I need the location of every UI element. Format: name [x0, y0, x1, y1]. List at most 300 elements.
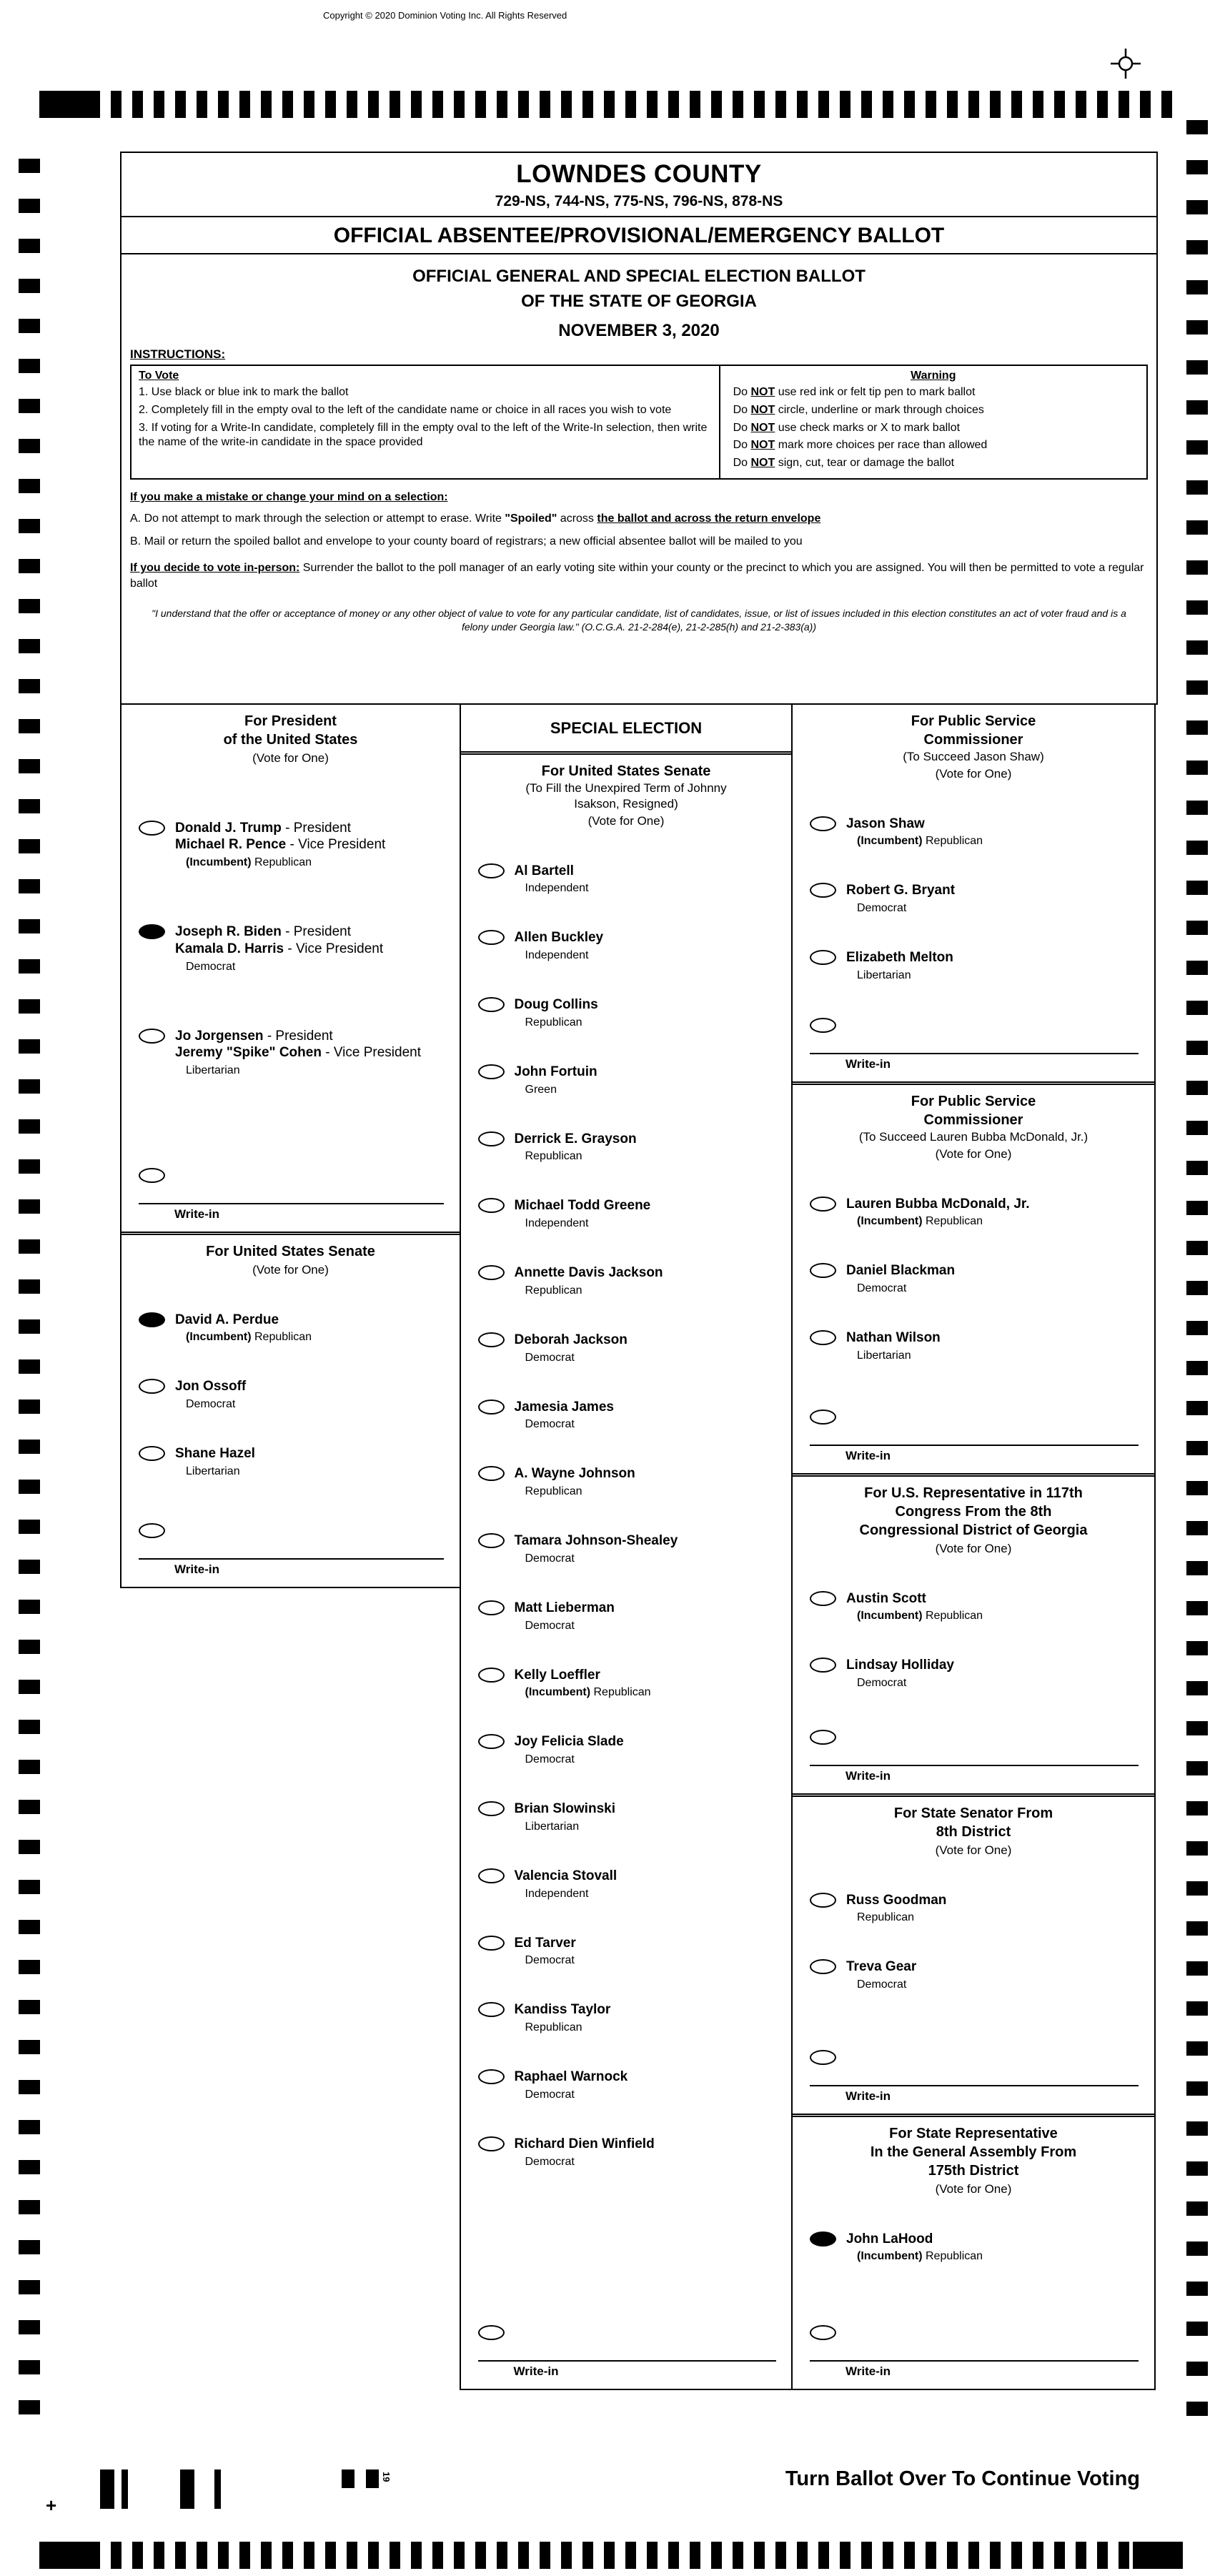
contest-special — [461, 705, 792, 755]
candidate-info — [175, 1312, 312, 1344]
candidate-name: Derrick E. Grayson — [514, 1131, 637, 1146]
timing-block-right — [1133, 2542, 1183, 2569]
write-in-area — [798, 1017, 1149, 1073]
candidate-info — [515, 1935, 576, 1968]
mistake-title: If you make a mistake or change your mind on a selection: — [130, 490, 448, 503]
candidate-name: Kamala D. Harris - Vice President — [175, 941, 384, 956]
candidate-info — [846, 1892, 946, 1925]
candidate-party: Democrat — [525, 1753, 575, 1766]
vote-for-instruction: (Vote for One) — [587, 813, 665, 828]
ballot-oval[interactable] — [810, 1330, 836, 1345]
write-in-line[interactable] — [810, 1445, 1139, 1446]
candidate-info — [175, 923, 383, 974]
candidate-row — [127, 1028, 454, 1078]
candidate-name: Shane Hazel — [175, 1446, 255, 1461]
candidate-name: Allen Buckley — [514, 930, 604, 946]
candidate-party: Democrat — [525, 2155, 575, 2168]
contest-president — [121, 705, 460, 1235]
timing-marks-top — [39, 91, 1183, 118]
write-in-line[interactable] — [810, 2085, 1139, 2086]
candidate-info — [846, 1329, 941, 1362]
ballot-oval[interactable] — [478, 1466, 505, 1481]
candidate-name: Treva Gear — [846, 1959, 917, 1975]
in-person-instructions — [130, 560, 1148, 591]
write-in-line[interactable] — [478, 2360, 776, 2362]
candidate-row — [467, 1465, 786, 1498]
timing-marks-left-edge — [19, 159, 40, 2430]
precinct-list: 729-NS, 744-NS, 775-NS, 796-NS, 878-NS — [495, 193, 783, 209]
warning-item: Do NOT use red ink or felt tip pen to mark ballot — [733, 386, 976, 398]
timing-marks-bottom — [39, 2542, 1183, 2569]
candidate-info — [515, 2069, 628, 2101]
candidate-row — [467, 1064, 786, 1096]
candidate-info — [515, 2136, 655, 2169]
candidate-name: John LaHood — [846, 2231, 933, 2246]
election-title-block — [121, 254, 1156, 346]
candidate-row — [798, 1892, 1149, 1925]
candidate-info — [846, 1262, 955, 1295]
ballot-oval[interactable] — [478, 930, 505, 945]
ballot-oval[interactable] — [810, 1591, 836, 1606]
ballot-oval[interactable] — [478, 2069, 505, 2084]
candidate-name: Jo Jorgensen - President — [175, 1028, 333, 1044]
candidate-party: (Incumbent) Republican — [857, 2250, 983, 2263]
ballot-oval-filled[interactable] — [139, 924, 165, 939]
candidate-row — [798, 1590, 1149, 1623]
write-in-oval[interactable] — [810, 2050, 836, 2065]
voter-fraud-notice: "I understand that the offer or acceptance of money or any other object of value to vote for any particular candidate, list of candidates, issue, or list of issues included in this election constitutes an act of voter fraud and is a felony under Georgia law." (O.C.G.A. 21-2-284(e), 21-2-285(h) and 21-2-383(a)) — [152, 608, 1126, 633]
candidate-row — [467, 1197, 786, 1230]
warning-cell — [720, 366, 1146, 478]
candidate-row — [798, 1958, 1149, 1991]
contest-title: For U.S. Representative in 117th Congress From the 8th Congressional District of Georgia — [859, 1485, 1088, 1538]
write-in-label: Write-in — [845, 1056, 891, 1071]
vote-for-instruction: (Vote for One) — [252, 750, 329, 765]
candidate-party: Democrat — [857, 1677, 907, 1689]
ballot — [120, 152, 1158, 2390]
ballot-code-mark — [214, 2470, 221, 2509]
candidate-row — [467, 2136, 786, 2169]
candidate-info — [175, 1445, 255, 1478]
candidate-party: Republican — [525, 1016, 582, 1029]
candidate-info — [515, 1264, 663, 1297]
candidate-info — [515, 1800, 615, 1833]
ballot-oval[interactable] — [478, 1332, 505, 1347]
candidate-info — [515, 1064, 597, 1096]
candidate-row — [467, 1532, 786, 1565]
instructions-label: INSTRUCTIONS: — [130, 347, 226, 361]
copyright-line: Copyright © 2020 Dominion Voting Inc. All Rights Reserved — [323, 10, 567, 21]
to-vote-item: 1. Use black or blue ink to mark the ballot — [139, 386, 349, 398]
contest-usrep8 — [793, 1477, 1154, 1797]
write-in-label: Write-in — [845, 2364, 891, 2378]
ballot-oval[interactable] — [810, 883, 836, 898]
candidate-row — [798, 1329, 1149, 1362]
candidate-row — [127, 923, 454, 974]
election-title-line1: OFFICIAL GENERAL AND SPECIAL ELECTION BALLOT — [412, 267, 866, 286]
candidate-name: Robert G. Bryant — [846, 883, 956, 898]
candidate-info — [846, 2231, 983, 2264]
candidate-name: Al Bartell — [514, 863, 574, 878]
write-in-label: Write-in — [174, 1207, 219, 1221]
ballot-oval[interactable] — [478, 997, 505, 1012]
candidate-party: Libertarian — [857, 969, 911, 981]
candidate-row — [467, 1800, 786, 1833]
ballot-oval[interactable] — [478, 1400, 505, 1415]
ballot-oval[interactable] — [810, 1197, 836, 1212]
candidate-party: Libertarian — [186, 1465, 240, 1477]
vote-for-instruction: (Vote for One) — [935, 1541, 1012, 1555]
candidate-name: Lindsay Holliday — [846, 1658, 954, 1673]
ballot-oval[interactable] — [478, 1198, 505, 1213]
vote-for-instruction: (Vote for One) — [935, 766, 1012, 781]
write-in-oval[interactable] — [810, 2325, 836, 2340]
ballot-oval[interactable] — [139, 1379, 165, 1394]
instructions-box — [130, 365, 1148, 480]
write-in-oval-row — [810, 1409, 1140, 1425]
candidate-party: Democrat — [857, 1978, 907, 1991]
ballot-oval[interactable] — [810, 816, 836, 831]
candidate-name: Austin Scott — [846, 1590, 926, 1606]
candidate-party: Republican — [525, 1284, 582, 1297]
candidate-info — [515, 1332, 628, 1364]
write-in-oval[interactable] — [139, 1168, 165, 1183]
candidate-info — [515, 1667, 651, 1700]
ballot-oval[interactable] — [478, 1668, 505, 1683]
candidate-row — [467, 1399, 786, 1432]
candidate-row — [467, 1868, 786, 1901]
candidate-row — [467, 1667, 786, 1700]
ballot-oval[interactable] — [478, 863, 505, 878]
candidate-info — [515, 996, 598, 1029]
candidate-name: Elizabeth Melton — [846, 950, 953, 966]
write-in-line[interactable] — [810, 2360, 1139, 2362]
ballot-code-mark — [342, 2470, 354, 2488]
candidate-party: Libertarian — [857, 1349, 911, 1362]
election-title-line2: OF THE STATE OF GEORGIA — [521, 291, 757, 311]
ballot-oval[interactable] — [478, 2136, 505, 2151]
candidate-name: Valencia Stovall — [514, 1868, 618, 1883]
candidate-party: (Incumbent) Republican — [525, 1686, 651, 1699]
candidate-party: (Incumbent) Republican — [186, 856, 312, 868]
candidate-info — [515, 1399, 614, 1432]
candidate-party: Independent — [525, 1217, 589, 1230]
candidate-info — [846, 1657, 954, 1690]
in-person-title: If you decide to vote in-person: — [130, 562, 300, 575]
timing-bars — [89, 2542, 1133, 2569]
candidate-party: Democrat — [525, 1619, 575, 1632]
vote-for-instruction: (Vote for One) — [935, 2181, 1012, 2196]
candidate-name: Lauren Bubba McDonald, Jr. — [846, 1196, 1030, 1212]
write-in-oval-row — [810, 1017, 1140, 1033]
vote-for-instruction: (Vote for One) — [252, 1262, 329, 1277]
candidate-row — [127, 1378, 454, 1411]
candidate-name: Jamesia James — [514, 1399, 614, 1415]
ballot-oval[interactable] — [139, 821, 165, 836]
candidate-name: Nathan Wilson — [846, 1330, 941, 1346]
write-in-label: Write-in — [845, 1768, 891, 1783]
contest-psc2 — [793, 1085, 1154, 1477]
ballot-type-title: OFFICIAL ABSENTEE/PROVISIONAL/EMERGENCY BALLOT — [121, 217, 1156, 254]
write-in-line[interactable] — [139, 1558, 444, 1560]
warning-item: Do NOT sign, cut, tear or damage the ballot — [733, 457, 955, 470]
candidate-party: Republican — [525, 1150, 582, 1163]
contest-subtitle: (To Succeed Jason Shaw) — [903, 749, 1044, 763]
vote-for-instruction: (Vote for One) — [935, 1146, 1012, 1161]
candidate-party: Independent — [525, 1887, 589, 1900]
candidate-row — [467, 1264, 786, 1297]
candidate-party: Libertarian — [525, 1820, 580, 1833]
candidate-info — [515, 1600, 615, 1633]
ballot-oval-filled[interactable] — [810, 2231, 836, 2246]
candidate-info — [846, 882, 955, 915]
ballot-oval[interactable] — [139, 1446, 165, 1461]
write-in-oval[interactable] — [810, 1730, 836, 1745]
to-vote-item: 2. Completely fill in the empty oval to the left of the candidate name or choice in all races you wish to vote — [139, 403, 672, 416]
candidate-info — [515, 1131, 637, 1164]
to-vote-item: 3. If voting for a Write-In candidate, completely fill in the empty oval to the left of the Write-In selection, then write the name of the write-in candidate in the space provided — [139, 421, 708, 449]
write-in-oval[interactable] — [478, 2325, 505, 2340]
contest-title: For President of the United States — [223, 713, 358, 748]
candidate-name: Daniel Blackman — [846, 1263, 956, 1279]
mistake-instructions — [130, 491, 1148, 549]
ballot-oval[interactable] — [810, 950, 836, 965]
ballot-column-2 — [460, 703, 793, 2390]
candidate-info — [515, 1733, 624, 1766]
ballot-oval[interactable] — [810, 1959, 836, 1974]
write-in-label: Write-in — [845, 1448, 891, 1462]
candidate-party: (Incumbent) Republican — [857, 1610, 983, 1623]
county-header — [121, 153, 1156, 217]
write-in-line[interactable] — [139, 1203, 444, 1204]
candidate-party: (Incumbent) Republican — [857, 835, 983, 848]
candidate-name: Michael R. Pence - Vice President — [175, 837, 386, 853]
ballot-oval[interactable] — [478, 1801, 505, 1816]
write-in-line[interactable] — [810, 1053, 1139, 1054]
timing-block-left — [39, 2542, 89, 2569]
timing-block-left — [39, 91, 89, 118]
candidate-name: Jason Shaw — [846, 816, 925, 831]
contest-title: For State Senator From 8th District — [893, 1805, 1053, 1840]
candidate-name: Joy Felicia Slade — [514, 1734, 624, 1750]
to-vote-cell — [132, 366, 720, 478]
write-in-oval[interactable] — [139, 1523, 165, 1538]
candidate-info — [846, 1958, 916, 1991]
ballot-column-1 — [120, 703, 461, 1588]
candidate-row — [798, 1262, 1149, 1295]
write-in-line[interactable] — [810, 1765, 1139, 1766]
candidate-info — [515, 863, 589, 896]
candidate-name: Matt Lieberman — [514, 1600, 615, 1615]
write-in-oval-row — [139, 1167, 445, 1183]
ballot-oval[interactable] — [810, 1893, 836, 1908]
contest-ussenate — [121, 1235, 460, 1587]
warning-item: Do NOT mark more choices per race than allowed — [733, 439, 988, 452]
timing-marks-right-edge — [1186, 120, 1208, 2429]
candidate-row — [798, 882, 1149, 915]
candidate-name: Joseph R. Biden - President — [175, 924, 352, 939]
candidate-row — [467, 1600, 786, 1633]
candidate-party: Democrat — [525, 1954, 575, 1967]
candidate-name: John Fortuin — [514, 1064, 597, 1079]
candidate-row — [127, 820, 454, 870]
candidate-party: Democrat — [525, 1418, 575, 1431]
candidate-party: (Incumbent) Republican — [186, 1331, 312, 1344]
instructions-section — [121, 346, 1156, 703]
write-in-oval-row — [810, 2324, 1140, 2340]
contest-title: For Public Service Commissioner — [911, 713, 1036, 748]
candidate-party: Democrat — [525, 1552, 575, 1565]
candidate-party: (Incumbent) Republican — [857, 1215, 983, 1228]
write-in-oval-row — [810, 2049, 1140, 2065]
candidate-party: Democrat — [857, 1282, 907, 1295]
candidate-party: Republican — [857, 1911, 915, 1924]
ballot-oval[interactable] — [478, 1064, 505, 1079]
ballot-oval[interactable] — [478, 1600, 505, 1615]
candidate-row — [798, 1196, 1149, 1229]
candidate-name: Brian Slowinski — [514, 1801, 615, 1817]
candidate-info — [846, 816, 983, 848]
warning-item: Do NOT circle, underline or mark through choices — [733, 403, 984, 416]
write-in-area — [798, 2324, 1149, 2380]
write-in-label: Write-in — [174, 1562, 219, 1576]
candidate-name: Deborah Jackson — [514, 1332, 628, 1347]
write-in-oval-row — [139, 1522, 445, 1538]
candidate-info — [846, 1196, 1030, 1229]
write-in-area — [127, 1167, 454, 1223]
write-in-oval[interactable] — [810, 1410, 836, 1425]
mistake-item-b: B. Mail or return the spoiled ballot and envelope to your county board of registrars; a new official absentee ballot will be mailed to you — [130, 535, 803, 548]
candidate-party: Democrat — [525, 1351, 575, 1364]
candidate-row — [798, 2231, 1149, 2264]
county-name: LOWNDES COUNTY — [516, 160, 762, 188]
candidate-name: Kandiss Taylor — [514, 2002, 611, 2018]
write-in-area — [798, 1409, 1149, 1465]
candidate-name: Raphael Warnock — [514, 2069, 628, 2085]
candidate-party: Green — [525, 1083, 557, 1096]
write-in-area — [798, 1729, 1149, 1785]
candidate-row — [798, 1657, 1149, 1690]
in-person-text: Surrender the ballot to the poll manager of an early voting site within your county or the precinct to which you are assigned. You will then be permitted to vote a regular ballot — [130, 562, 1144, 590]
candidate-row — [467, 929, 786, 962]
candidate-info — [175, 1378, 246, 1411]
candidate-name: Kelly Loeffler — [514, 1667, 600, 1683]
candidate-info — [846, 1590, 983, 1623]
ballot-code-mark — [121, 2470, 128, 2509]
candidate-row — [798, 816, 1149, 848]
candidate-name: Annette Davis Jackson — [514, 1265, 663, 1281]
candidate-party: Democrat — [857, 902, 907, 915]
to-vote-title: To Vote — [139, 370, 179, 382]
write-in-area — [127, 1522, 454, 1578]
ballot-oval[interactable] — [478, 2002, 505, 2017]
candidate-name: Ed Tarver — [514, 1935, 576, 1951]
candidate-row — [467, 1131, 786, 1164]
contest-title: For State Representative In the General Assembly From 175th District — [870, 2125, 1077, 2179]
ballot-oval-filled[interactable] — [139, 1312, 165, 1327]
election-date: NOVEMBER 3, 2020 — [558, 320, 720, 340]
candidate-party: Republican — [525, 1485, 582, 1498]
ballot-oval[interactable] — [478, 1265, 505, 1280]
contest-title: For United States Senate — [541, 763, 711, 779]
candidate-info — [515, 1868, 618, 1901]
write-in-label: Write-in — [845, 2089, 891, 2103]
ballot-code-mark — [100, 2470, 114, 2509]
vote-for-instruction: (Vote for One) — [935, 1843, 1012, 1857]
candidate-info — [515, 1465, 635, 1498]
write-in-label: Write-in — [513, 2364, 559, 2378]
ballot-code-mark — [180, 2470, 194, 2509]
ballot-oval[interactable] — [478, 1936, 505, 1951]
candidate-party: Democrat — [525, 2088, 575, 2101]
contest-subtitle: (To Fill the Unexpired Term of Johnny — [525, 781, 727, 795]
candidate-row — [467, 1733, 786, 1766]
ballot-oval[interactable] — [478, 1533, 505, 1548]
write-in-oval[interactable] — [810, 1018, 836, 1033]
contest-subtitle: Isakson, Resigned) — [574, 796, 678, 811]
contest-subtitle: (To Succeed Lauren Bubba McDonald, Jr.) — [858, 1129, 1088, 1144]
candidate-row — [798, 949, 1149, 982]
candidate-name: A. Wayne Johnson — [514, 1466, 635, 1482]
contest-psc1 — [793, 705, 1154, 1085]
sheet-number: 19 — [381, 2472, 392, 2482]
candidate-name: David A. Perdue — [175, 1312, 279, 1327]
candidate-party: Democrat — [186, 1398, 236, 1410]
ballot-oval[interactable] — [478, 1868, 505, 1883]
turn-ballot-over-text: Turn Ballot Over To Continue Voting — [785, 2467, 1140, 2490]
contest-statesen8 — [793, 1797, 1154, 2117]
contest-title: For Public Service Commissioner — [911, 1093, 1036, 1128]
plus-registration-mark: + — [46, 2495, 57, 2516]
contest-staterep175 — [793, 2117, 1154, 2389]
ballot-oval[interactable] — [478, 1131, 505, 1146]
mistake-item-a: A. Do not attempt to mark through the selection or attempt to erase. Write "Spoiled" across the ballot and across the return envelope — [130, 512, 821, 525]
candidate-party: Democrat — [186, 960, 236, 973]
candidate-info — [175, 1028, 421, 1078]
candidate-name: Doug Collins — [514, 997, 598, 1013]
candidate-info — [175, 820, 385, 870]
candidate-row — [467, 1332, 786, 1364]
ballot-oval[interactable] — [139, 1029, 165, 1044]
special-election-banner: SPECIAL ELECTION — [550, 718, 703, 737]
candidate-party: Independent — [525, 882, 589, 895]
candidate-row — [127, 1445, 454, 1478]
ballot-column-3 — [791, 703, 1156, 2390]
candidate-row — [467, 996, 786, 1029]
candidate-info — [515, 1532, 678, 1565]
candidate-row — [467, 2069, 786, 2101]
candidate-name: Tamara Johnson-Shealey — [514, 1533, 678, 1549]
candidate-name: Jon Ossoff — [175, 1379, 247, 1394]
candidate-name: Jeremy "Spike" Cohen - Vice President — [175, 1045, 421, 1061]
candidate-name: Richard Dien Winfield — [514, 2136, 655, 2151]
warning-title: Warning — [911, 370, 956, 382]
registration-crosshair-mark — [1109, 47, 1142, 84]
ballot-oval[interactable] — [810, 1658, 836, 1673]
warning-item: Do NOT use check marks or X to mark ballot — [733, 421, 961, 434]
ballot-code-mark — [366, 2470, 379, 2488]
ballot-oval[interactable] — [810, 1263, 836, 1278]
write-in-area — [798, 2049, 1149, 2105]
candidate-party: Libertarian — [186, 1064, 240, 1076]
candidate-row — [467, 863, 786, 896]
candidate-info — [515, 1197, 651, 1230]
candidate-name: Russ Goodman — [846, 1892, 947, 1908]
ballot-header-section — [120, 152, 1158, 705]
candidate-party: Independent — [525, 949, 589, 962]
ballot-oval[interactable] — [478, 1734, 505, 1749]
candidate-info — [515, 929, 604, 962]
